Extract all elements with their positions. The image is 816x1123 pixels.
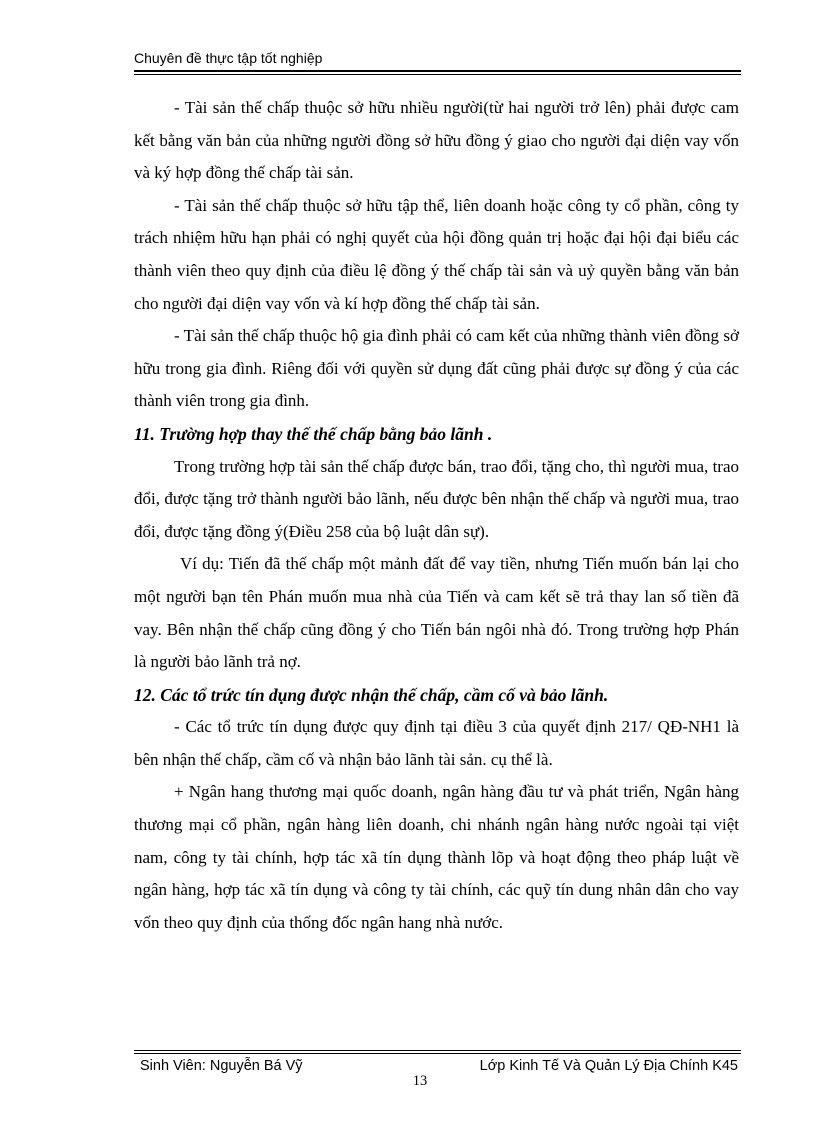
page-header	[134, 48, 741, 72]
page-number: 13	[412, 1073, 428, 1089]
header-divider	[134, 74, 741, 75]
paragraph-bank-list: + Ngân hang thương mại quốc doanh, ngân hàng đầu tư và phát triển, Ngân hàng thương mại cổ phần, ngân hàng liên doanh, chi nhánh ngân hàng nước ngoài tại việt nam, công ty tài chính, hợp tác xã tín dụng thành lõp và hoạt động theo pháp luật về ngân hàng, hợp tác xã tín dụng và công ty tài chính, các quỹ tín dung nhân dân cho vay vốn theo quy định của thống đốc ngân hang nhà nước.	[134, 782, 739, 932]
paragraph-example: Ví dụ: Tiến đã thế chấp một mảnh đất để vay tiền, nhưng Tiến muốn bán lại cho một người bạn tên Phán muốn mua nhà của Tiến và cam kết sẽ trả thay lan số tiền đã vay. Bên nhận thế chấp cũng đồng ý cho Tiến bán ngôi nhà đó. Trong trường hợp Phán là người bảo lãnh trả nợ.	[134, 554, 739, 672]
paragraph-credit-institutions: - Các tổ trức tín dụng được quy định tại điều 3 của quyết định 217/ QĐ-NH1 là bên nhận thế chấp, cầm cố và nhận bảo lãnh tài sản. cụ thể là.	[134, 717, 739, 769]
footer-class: Lớp Kinh Tế Và Quản Lý Địa Chính K45	[479, 1058, 738, 1074]
footer-divider-bottom	[134, 1053, 741, 1054]
section-heading-12: 12. Các tổ trức tín dụng được nhận thế chấp, cầm cố và bảo lãnh.	[134, 684, 609, 705]
document-body	[134, 92, 739, 939]
footer-divider-top	[134, 1050, 741, 1051]
section-heading-11: 11. Trường hợp thay thế thế chấp bằng bảo lãnh .	[134, 423, 493, 444]
paragraph-joint-ownership: - Tài sản thế chấp thuộc sở hữu nhiều người(từ hai người trở lên) phải được cam kết bằng văn bản của những người đồng sở hữu đồng ý giao cho người đại diện vay vốn và ký hợp đồng thế chấp tài sản.	[134, 98, 739, 183]
paragraph-replacement: Trong trường hợp tài sản thế chấp được bán, trao đổi, tặng cho, thì người mua, trao đổi, được tặng trở thành người bảo lãnh, nếu được bên nhận thế chấp và người mua, trao đổi, được tặng đồng ý(Điều 258 của bộ luật dân sự).	[134, 456, 739, 541]
header-title: Chuyên đề thực tập tốt nghiệp	[134, 50, 323, 66]
paragraph-collective-ownership: - Tài sản thế chấp thuộc sở hữu tập thể, liên doanh hoặc công ty cổ phần, công ty trách nhiệm hữu hạn phải có nghị quyết của hội đồng quản trị hoặc đại hội đại biểu các thành viên theo quy định của điều lệ đồng ý thế chấp tài sản và uỷ quyền bằng văn bản cho người đại diện vay vốn và kí hợp đồng thế chấp tài sản.	[134, 195, 739, 313]
footer-student: Sinh Viên: Nguyễn Bá Vỹ	[140, 1058, 303, 1074]
paragraph-household-ownership: - Tài sản thế chấp thuộc hộ gia đình phải có cam kết của những thành viên đồng sở hữu trong gia đình. Riêng đối với quyền sử dụng đất cũng phải được sự đồng ý của các thành viên trong gia đình.	[134, 326, 739, 411]
